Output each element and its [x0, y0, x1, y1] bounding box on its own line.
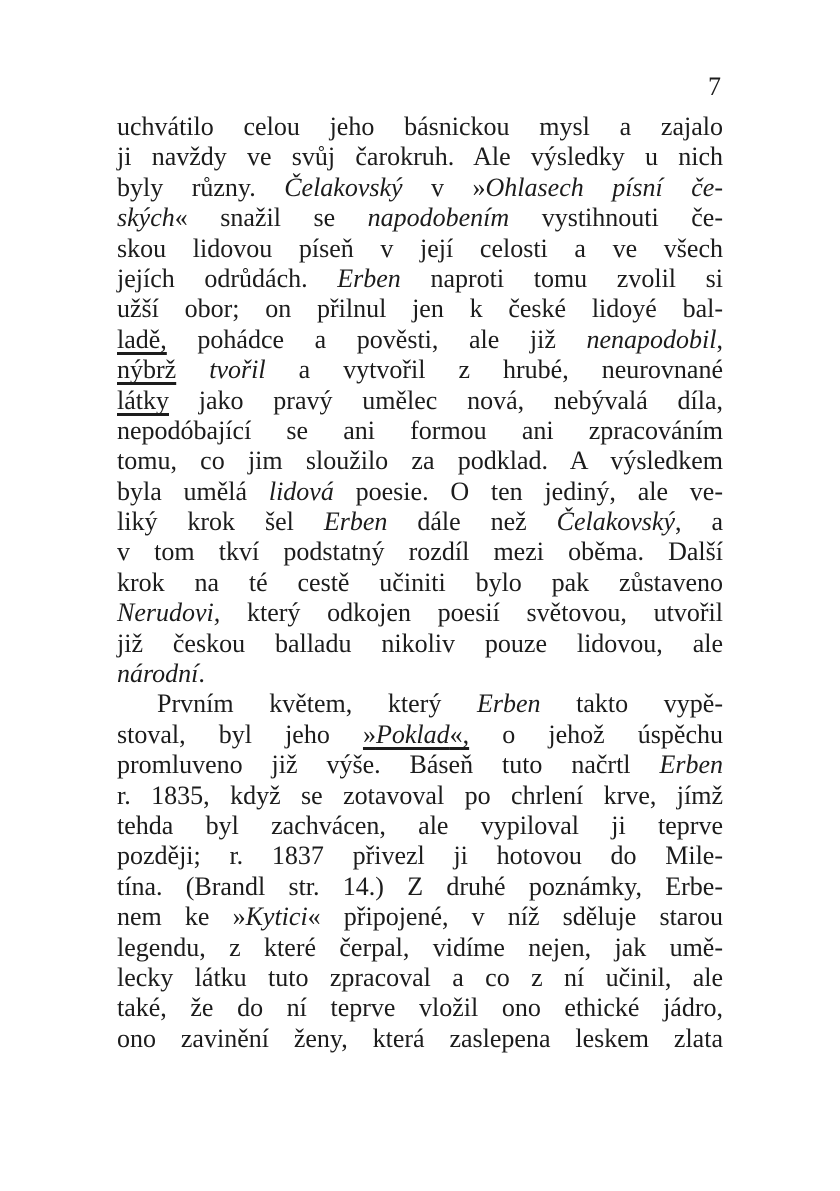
italic-segment: ských [117, 203, 175, 233]
text-segment: později; r. 1837 přivezl ji hotovou do Mile- [117, 841, 723, 871]
text-segment: poesie. O ten jediný, ale ve- [333, 476, 723, 506]
text-segment: nepodóbající se ani formou ani zpracováním [117, 415, 723, 445]
text-line [117, 568, 723, 598]
text-line [117, 537, 723, 567]
text-line [117, 173, 723, 203]
text-segment: takto vypě- [540, 689, 724, 719]
text-line [117, 933, 723, 963]
text-segment: vystihnouti če- [509, 203, 723, 233]
text-segment: ono zavinění ženy, která zaslepena leskem zlata [117, 1023, 723, 1053]
text-segment: již českou balladu nikoliv pouze lidovou, ale [117, 628, 723, 658]
text-line [117, 416, 723, 446]
text-segment: a vytvořil z hrubé, neurovnané [265, 355, 724, 385]
text-segment: užší obor; on přilnul jen k české lidoyé bal- [117, 294, 723, 324]
text-segment: dále než [387, 507, 557, 537]
text-line [117, 355, 723, 385]
text-line [117, 203, 723, 233]
italic-segment: Erben [323, 507, 388, 537]
italic-segment: Čelakovský [556, 507, 675, 537]
text-segment: lecky látku tuto zpracoval a co z ní učinil, ale [117, 962, 723, 992]
text-line [117, 841, 723, 871]
text-line [117, 446, 723, 476]
text-line [117, 811, 723, 841]
text-segment: naproti tomu zvolil si [400, 263, 723, 293]
text-segment: byla umělá [117, 476, 269, 506]
text-line [117, 142, 723, 172]
page-number: 7 [708, 72, 721, 101]
text-line [117, 659, 723, 689]
text-line [117, 902, 723, 932]
italic-segment: napodobením [367, 203, 510, 233]
text-segment: o jehož úspěchu [469, 719, 723, 749]
italic-segment: Erben [476, 689, 541, 719]
text-line [117, 872, 723, 902]
text-segment: pohádce a pověsti, ale již [166, 324, 587, 354]
hand-underline-segment: ladě, [117, 324, 167, 354]
text-segment [176, 355, 209, 384]
italic-segment: nenapodobil [586, 324, 717, 354]
italic-segment: tvořil [209, 355, 266, 385]
text-segment: skou lidovou píseň v její celosti a ve všech [117, 233, 723, 263]
hand-underline-segment: » [362, 719, 376, 749]
text-line [117, 993, 723, 1023]
italic-segment: národní [117, 659, 199, 689]
text-segment: v » [402, 172, 486, 202]
text-line [117, 1024, 723, 1054]
text-line [117, 294, 723, 324]
text-segment: uchvátilo celou jeho básnickou mysl a zajalo [117, 112, 723, 141]
text-segment: « připojené, v níž sděluje starou [307, 902, 723, 932]
text-block [117, 112, 723, 1054]
text-segment: , [716, 324, 723, 354]
text-line [117, 264, 723, 294]
hand-underline-segment: «, [449, 719, 470, 749]
italic-segment: Čelakovský [284, 172, 403, 202]
text-line [117, 963, 723, 993]
text-line [117, 598, 723, 628]
text-segment: ji navždy ve svůj čarokruh. Ale výsledky u nich [117, 142, 723, 172]
text-segment: tína. (Brandl str. 14.) Z druhé poznámky, Erbe- [117, 871, 723, 901]
text-segment: tomu, co jim sloužilo za podklad. A výsledkem [117, 446, 723, 476]
text-line [117, 750, 723, 780]
hand-underline-segment: Poklad [375, 719, 450, 749]
text-segment: nem ke » [117, 902, 246, 932]
text-line [117, 477, 723, 507]
text-line [117, 720, 723, 750]
text-line [117, 507, 723, 537]
text-segment: Prvním květem, který [157, 689, 477, 719]
text-segment: legendu, z které čerpal, vidíme nejen, jak umě- [117, 932, 723, 962]
text-segment: krok na té cestě učiniti bylo pak zůstaveno [117, 567, 723, 597]
italic-segment: Erben [659, 750, 723, 780]
text-line [117, 629, 723, 659]
text-segment: který odkojen poesií světovou, utvořil [220, 598, 723, 628]
italic-segment: lidová [268, 476, 334, 506]
italic-segment: Nerudovi, [117, 598, 221, 628]
text-segment: tehda byl zachvácen, ale vypiloval ji teprve [117, 810, 723, 840]
text-segment: , a [675, 507, 723, 537]
italic-segment: Ohlasech písní če- [485, 172, 723, 202]
italic-segment: Kytici [245, 902, 308, 932]
text-line [117, 234, 723, 264]
italic-segment: Erben [337, 263, 401, 293]
text-segment: promluveno již výše. Báseň tuto načrtl [117, 750, 660, 780]
text-segment: také, že do ní teprve vložil ono ethické jádro, [117, 993, 723, 1023]
text-segment: jejích odrůdách. [117, 263, 338, 293]
text-line [117, 689, 723, 719]
text-segment: . [198, 659, 205, 689]
text-line [117, 325, 723, 355]
text-segment: v tom tkví podstatný rozdíl mezi oběma. Další [117, 537, 723, 567]
hand-underline-segment: nýbrž [117, 355, 177, 385]
text-segment: liký krok šel [117, 507, 324, 537]
text-segment: byly různy. [117, 172, 285, 202]
hand-underline-segment: látky [117, 385, 169, 415]
text-segment: jako pravý umělec nová, nebývalá díla, [169, 385, 723, 415]
text-segment: stoval, byl jeho [117, 719, 363, 749]
text-line [117, 386, 723, 416]
text-line [117, 781, 723, 811]
text-segment: r. 1835, když se zotavoval po chrlení krve, jímž [117, 780, 723, 810]
text-segment: « snažil se [174, 203, 368, 233]
text-line [117, 112, 723, 142]
